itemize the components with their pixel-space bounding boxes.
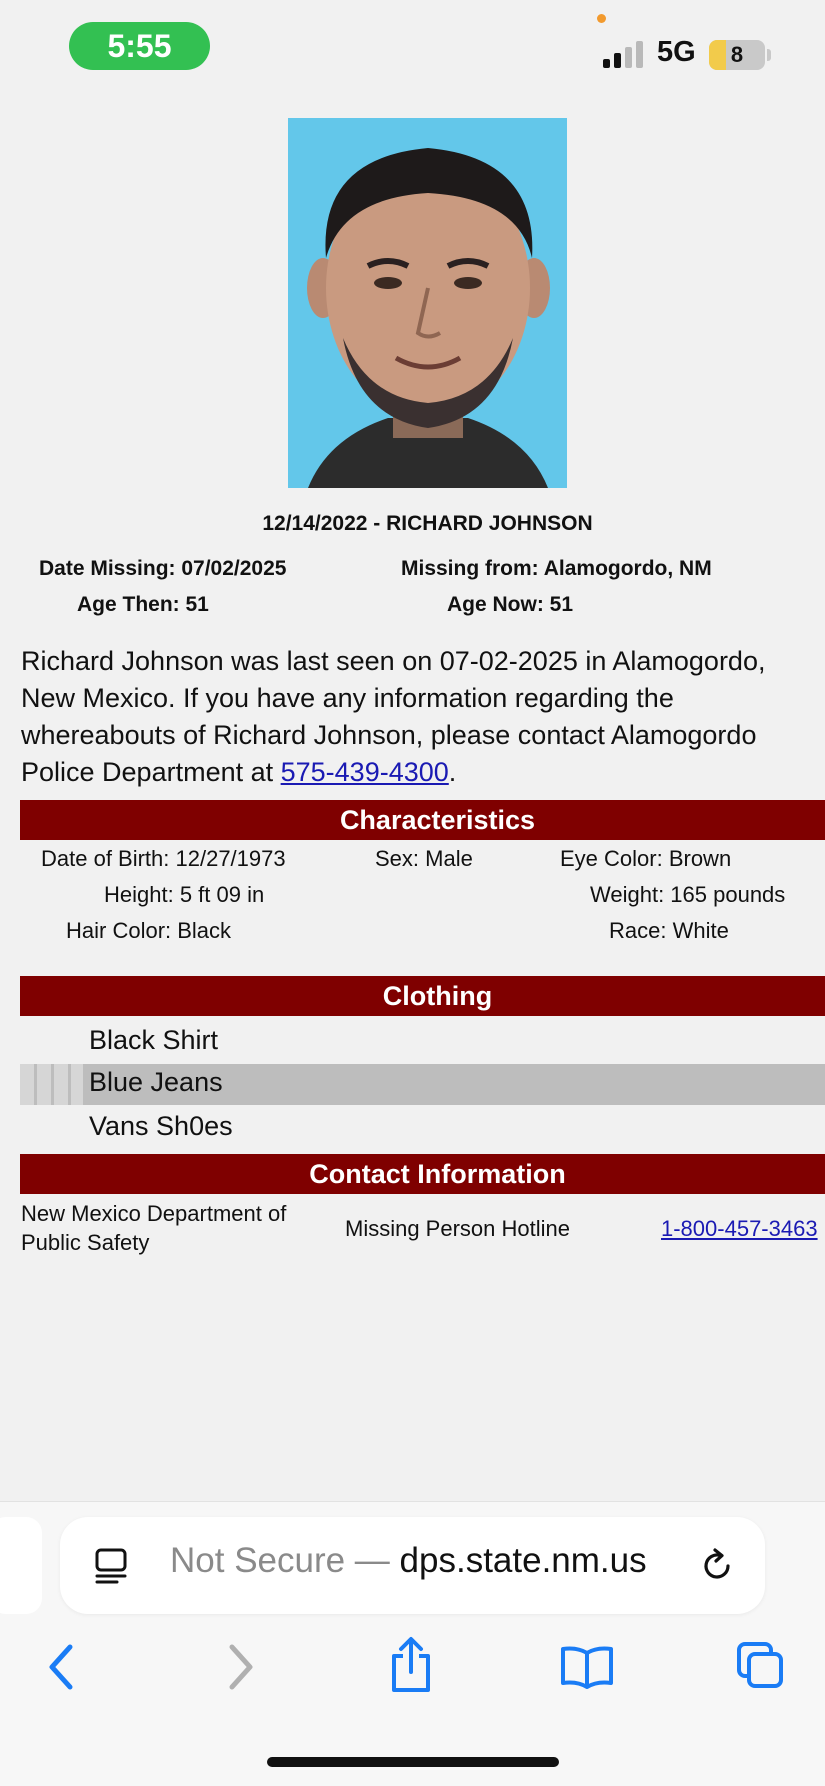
missing-from: Missing from: Alamogordo, NM bbox=[401, 557, 712, 580]
home-indicator bbox=[267, 1757, 559, 1767]
date-of-birth: Date of Birth: 12/27/1973 bbox=[41, 846, 286, 871]
battery-icon bbox=[709, 40, 765, 70]
eye-color: Eye Color: Brown bbox=[560, 846, 732, 871]
url-text[interactable]: Not Secure — dps.state.nm.us bbox=[170, 1541, 647, 1580]
status-time: 5:55 bbox=[69, 22, 210, 70]
person-photo bbox=[288, 118, 567, 488]
tabs-icon[interactable] bbox=[735, 1640, 787, 1697]
sex: Sex: Male bbox=[375, 846, 473, 871]
height: Height: 5 ft 09 in bbox=[104, 882, 265, 907]
clothing-item: Blue Jeans bbox=[89, 1067, 223, 1097]
bookmarks-icon[interactable] bbox=[559, 1645, 615, 1694]
forward-icon[interactable] bbox=[222, 1643, 258, 1696]
clothing-item: Vans Sh0es bbox=[89, 1111, 233, 1141]
age-now: Age Now: 51 bbox=[447, 593, 574, 616]
date-missing: Date Missing: 07/02/2025 bbox=[39, 557, 287, 580]
police-phone-link[interactable]: 575-439-4300 bbox=[280, 757, 449, 787]
contact-header: Contact Information bbox=[20, 1154, 825, 1194]
contact-label: Missing Person Hotline bbox=[345, 1216, 570, 1241]
person-title: 12/14/2022 - RICHARD JOHNSON bbox=[262, 512, 593, 535]
share-icon[interactable] bbox=[388, 1636, 434, 1699]
description: Richard Johnson was last seen on 07-02-2025 in Alamogordo, New Mexico. If you have any information regarding the whereabouts of Richard Johnson, please contact Alamogordo Police Department at 575-439-4300. bbox=[21, 646, 766, 787]
weight: Weight: 165 pounds bbox=[590, 882, 786, 907]
clothing-header: Clothing bbox=[20, 976, 825, 1016]
race: Race: White bbox=[609, 918, 729, 943]
reload-icon[interactable] bbox=[698, 1547, 736, 1590]
hotline-phone-link[interactable]: 1-800-457-3463 bbox=[661, 1216, 818, 1241]
privacy-indicator-dot bbox=[597, 14, 606, 23]
network-type: 5G bbox=[657, 36, 696, 68]
battery-level: 8 bbox=[730, 42, 744, 67]
age-then: Age Then: 51 bbox=[77, 593, 209, 616]
characteristics-header: Characteristics bbox=[20, 800, 825, 840]
clothing-item: Black Shirt bbox=[89, 1025, 219, 1055]
back-icon[interactable] bbox=[44, 1643, 80, 1696]
previous-tab-peek[interactable] bbox=[0, 1517, 42, 1614]
hair-color: Hair Color: Black bbox=[66, 918, 232, 943]
page-menu-icon[interactable] bbox=[93, 1547, 129, 1590]
cellular-signal-icon bbox=[603, 40, 645, 68]
contact-agency: New Mexico Department of Public Safety bbox=[21, 1201, 287, 1255]
